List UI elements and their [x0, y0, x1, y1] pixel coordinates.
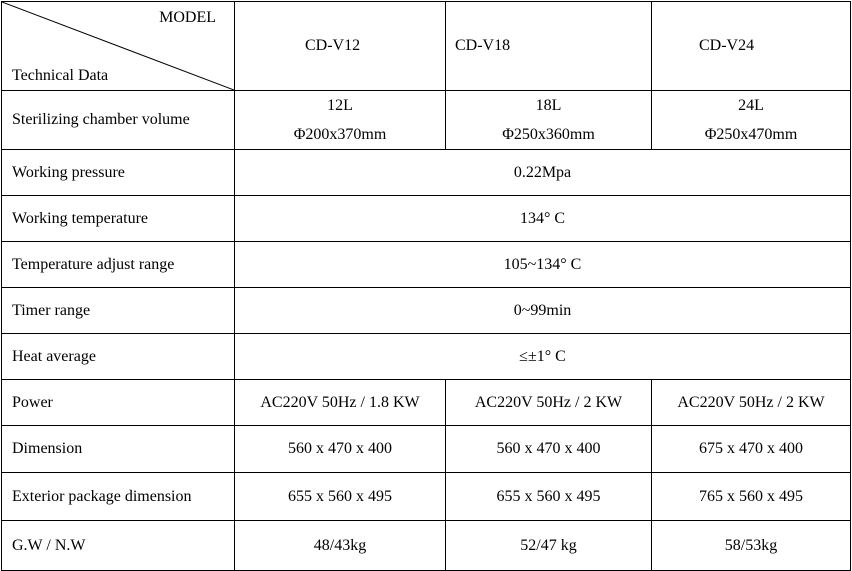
row-label: Exterior package dimension: [2, 473, 235, 521]
table-row: [2, 473, 851, 521]
chamber-value: [446, 91, 652, 150]
row-label: Working pressure: [2, 150, 235, 196]
table-row: [2, 288, 851, 334]
chamber-size: Φ250x470mm: [704, 126, 798, 143]
heat-value: ≤±1° C: [235, 334, 851, 380]
weight-value: 52/47 kg: [446, 521, 652, 571]
chamber-value: [652, 91, 851, 150]
temp-range-value: 105~134° C: [235, 242, 851, 288]
chamber-volume: 24L: [738, 97, 764, 114]
technical-data-label: Technical Data: [12, 67, 109, 84]
table-row: [2, 91, 851, 150]
package-value: 765 x 560 x 495: [652, 473, 851, 521]
chamber-value: [235, 91, 446, 150]
pressure-value: 0.22Mpa: [235, 150, 851, 196]
header-corner-cell: [2, 2, 235, 91]
table-row: [2, 426, 851, 473]
weight-value: 48/43kg: [235, 521, 446, 571]
package-value: 655 x 560 x 495: [446, 473, 652, 521]
package-value: 655 x 560 x 495: [235, 473, 446, 521]
header-row: [2, 2, 851, 91]
chamber-volume: 12L: [327, 97, 353, 114]
power-value: AC220V 50Hz / 2 KW: [652, 380, 851, 426]
table-row: [2, 242, 851, 288]
row-label: Temperature adjust range: [2, 242, 235, 288]
row-label: Power: [2, 380, 235, 426]
table-row: [2, 196, 851, 242]
model-label: MODEL: [159, 9, 216, 26]
table-row: [2, 334, 851, 380]
weight-value: 58/53kg: [652, 521, 851, 571]
spec-table: [1, 1, 851, 571]
chamber-size: Φ250x360mm: [502, 126, 595, 143]
row-label: G.W / N.W: [2, 521, 235, 571]
dimension-value: 560 x 470 x 400: [446, 426, 652, 473]
row-label: Dimension: [2, 426, 235, 473]
chamber-volume: 18L: [535, 97, 562, 114]
dimension-value: 560 x 470 x 400: [235, 426, 446, 473]
row-label: Heat average: [2, 334, 235, 380]
table-row: [2, 150, 851, 196]
model-name-cd-v24: CD-V24: [652, 2, 851, 91]
row-label: Working temperature: [2, 196, 235, 242]
model-name-cd-v12: CD-V12: [235, 2, 446, 91]
table-row: [2, 380, 851, 426]
table-row: [2, 521, 851, 571]
power-value: AC220V 50Hz / 2 KW: [446, 380, 652, 426]
timer-value: 0~99min: [235, 288, 851, 334]
model-name-cd-v18: CD-V18: [446, 2, 652, 91]
temperature-value: 134° C: [235, 196, 851, 242]
chamber-size: Φ200x370mm: [293, 126, 387, 143]
row-label: Sterilizing chamber volume: [2, 91, 235, 150]
power-value: AC220V 50Hz / 1.8 KW: [235, 380, 446, 426]
dimension-value: 675 x 470 x 400: [652, 426, 851, 473]
row-label: Timer range: [2, 288, 235, 334]
